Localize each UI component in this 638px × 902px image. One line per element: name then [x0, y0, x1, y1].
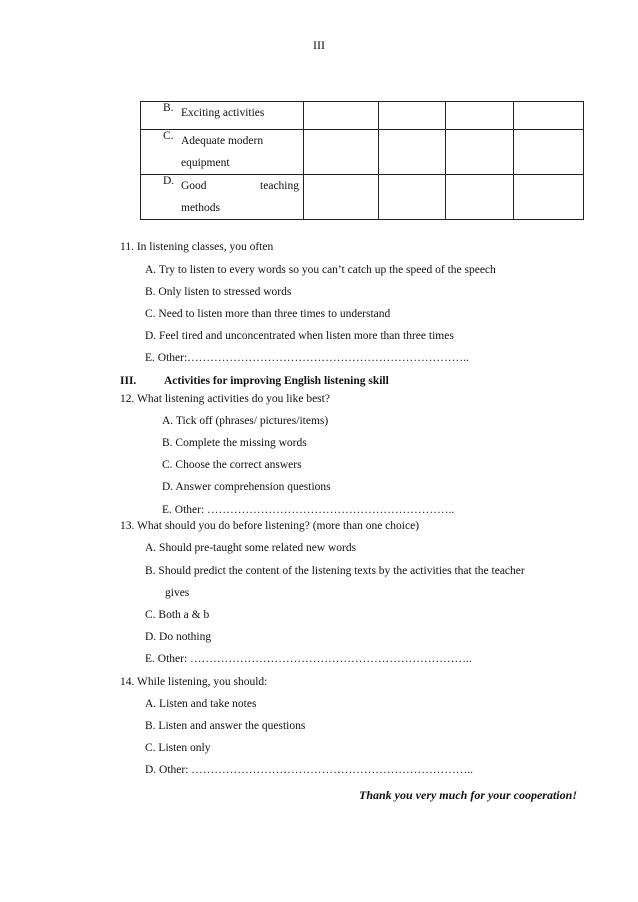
section-numeral: III. [120, 375, 137, 387]
table-row [141, 102, 584, 130]
answer-option[interactable]: B. Only listen to stressed words [145, 286, 292, 298]
rating-cell[interactable] [514, 102, 584, 130]
option-text: Exciting activities [181, 107, 265, 119]
option-letter: D. [163, 175, 175, 187]
question-text: 12. What listening activities do you like best? [120, 393, 330, 405]
answer-option[interactable]: C. Choose the correct answers [162, 459, 302, 471]
answer-option[interactable]: C. Need to listen more than three times to understand [145, 308, 391, 320]
answer-option[interactable]: A. Should pre-taught some related new words [145, 542, 357, 554]
rating-cell[interactable] [304, 130, 379, 175]
answer-option[interactable]: B. Should predict the content of the listening texts by the activities that the teacher [145, 565, 525, 577]
rating-cell[interactable] [446, 102, 514, 130]
table-row [141, 130, 584, 175]
answer-option[interactable]: D. Do nothing [145, 631, 212, 643]
option-letter: B. [163, 102, 174, 114]
answer-option[interactable]: B. Listen and answer the questions [145, 720, 306, 732]
rating-cell[interactable] [446, 175, 514, 220]
table-option-cell [141, 102, 304, 130]
rating-cell[interactable] [514, 130, 584, 175]
question-text: 11. In listening classes, you often [120, 241, 274, 253]
rating-cell[interactable] [379, 175, 446, 220]
option-text: Good [181, 180, 207, 192]
rating-cell[interactable] [446, 130, 514, 175]
answer-option[interactable]: D. Feel tired and unconcentrated when listen more than three times [145, 330, 454, 342]
question-text: 14. While listening, you should: [120, 676, 268, 688]
table-option-cell [141, 130, 304, 175]
answer-option[interactable]: A. Tick off (phrases/ pictures/items) [162, 415, 329, 427]
option-text: methods [181, 202, 220, 214]
closing-note: Thank you very much for your cooperation! [358, 788, 577, 802]
answer-option[interactable]: D. Other: ……………………………………………………………….. [145, 764, 474, 776]
table-row [141, 175, 584, 220]
answer-option[interactable]: B. Complete the missing words [162, 437, 307, 449]
rating-cell[interactable] [379, 130, 446, 175]
rating-cell[interactable] [304, 102, 379, 130]
rating-cell[interactable] [514, 175, 584, 220]
rating-cell[interactable] [379, 102, 446, 130]
table-option-cell [141, 175, 304, 220]
option-letter: C. [163, 130, 174, 142]
answer-option[interactable]: E. Other: ……………………………………………………………….. [145, 653, 472, 665]
answer-option[interactable]: E. Other:……………………………………………………………….. [145, 352, 469, 364]
answer-option[interactable]: C. Both a & b [145, 609, 210, 621]
answer-option-continuation: gives [165, 587, 190, 599]
section-title: Activities for improving English listening skill [164, 375, 389, 387]
answer-option[interactable]: D. Answer comprehension questions [162, 481, 331, 493]
answer-option[interactable]: C. Listen only [145, 742, 211, 754]
option-text: Adequate modern [181, 135, 264, 147]
question-text: 13. What should you do before listening? (more than one choice) [120, 520, 420, 532]
answer-option[interactable]: A. Try to listen to every words so you can’t catch up the speed of the speech [145, 264, 496, 276]
rating-table [140, 101, 584, 220]
page-number: III [313, 38, 325, 52]
answer-option[interactable]: A. Listen and take notes [145, 698, 257, 710]
answer-option[interactable]: E. Other: ……………………………………………………….. [162, 504, 455, 516]
option-text: teaching [260, 180, 299, 192]
option-text: equipment [181, 157, 230, 169]
rating-cell[interactable] [304, 175, 379, 220]
